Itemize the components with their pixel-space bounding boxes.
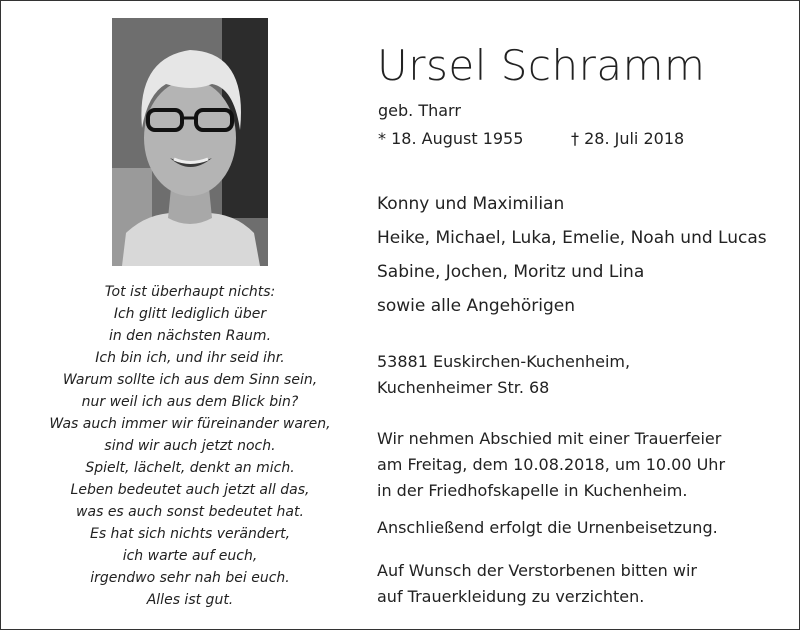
poem-line: Spielt, lächelt, denkt an mich.	[85, 460, 295, 476]
birth-date: * 18. August 1955	[378, 129, 524, 148]
portrait-illustration	[112, 18, 268, 266]
poem-line: sind wir auch jetzt noch.	[104, 438, 276, 454]
poem-line: was es auch sonst bedeutet hat.	[76, 504, 304, 520]
address	[377, 349, 630, 401]
poem-line: irgendwo sehr nah bei euch.	[90, 570, 290, 586]
ceremony-line: Wir nehmen Abschied mit einer Trauerfeier	[377, 429, 722, 448]
poem-line: Was auch immer wir füreinander waren,	[49, 416, 331, 432]
poem-line: in den nächsten Raum.	[108, 328, 272, 344]
poem-line: Ich glitt lediglich über	[113, 306, 267, 322]
mourners-list	[377, 187, 767, 323]
birth-name: geb. Tharr	[378, 101, 461, 120]
poem-line: Tot ist überhaupt nichts:	[104, 284, 276, 300]
mourner-line: Sabine, Jochen, Moritz und Lina	[377, 262, 645, 282]
mourner-line: sowie alle Angehörigen	[377, 296, 576, 316]
urn-burial-note	[377, 515, 718, 541]
ceremony-line: in der Friedhofskapelle in Kuchenheim.	[377, 481, 688, 500]
mourner-line: Heike, Michael, Luka, Emelie, Noah und Lucas	[377, 228, 767, 248]
mourner-line: Konny und Maximilian	[377, 194, 565, 214]
poem-line: Warum sollte ich aus dem Sinn sein,	[62, 372, 318, 388]
poem-line: Ich bin ich, und ihr seid ihr.	[95, 350, 285, 366]
wish-line: auf Trauerkleidung zu verzichten.	[377, 587, 645, 606]
address-line: 53881 Euskirchen-Kuchenheim,	[377, 352, 631, 371]
ceremony-info	[377, 426, 725, 504]
wish-line: Auf Wunsch der Verstorbenen bitten wir	[377, 561, 697, 580]
poem	[31, 281, 349, 611]
address-line: Kuchenheimer Str. 68	[377, 378, 550, 397]
death-date: † 28. Juli 2018	[571, 129, 685, 148]
poem-line: Es hat sich nichts verändert,	[89, 526, 291, 542]
ceremony-line: am Freitag, dem 10.08.2018, um 10.00 Uhr	[377, 455, 726, 474]
poem-line: ich warte auf euch,	[122, 548, 258, 564]
poem-line: nur weil ich aus dem Blick bin?	[81, 394, 299, 410]
portrait-photo	[112, 18, 268, 266]
deceased-name: Ursel Schramm	[377, 41, 706, 90]
clothing-wish	[377, 558, 697, 610]
urn-burial-line: Anschließend erfolgt die Urnenbeisetzung.	[377, 518, 718, 537]
poem-line: Alles ist gut.	[146, 592, 234, 608]
poem-line: Leben bedeutet auch jetzt all das,	[70, 482, 310, 498]
